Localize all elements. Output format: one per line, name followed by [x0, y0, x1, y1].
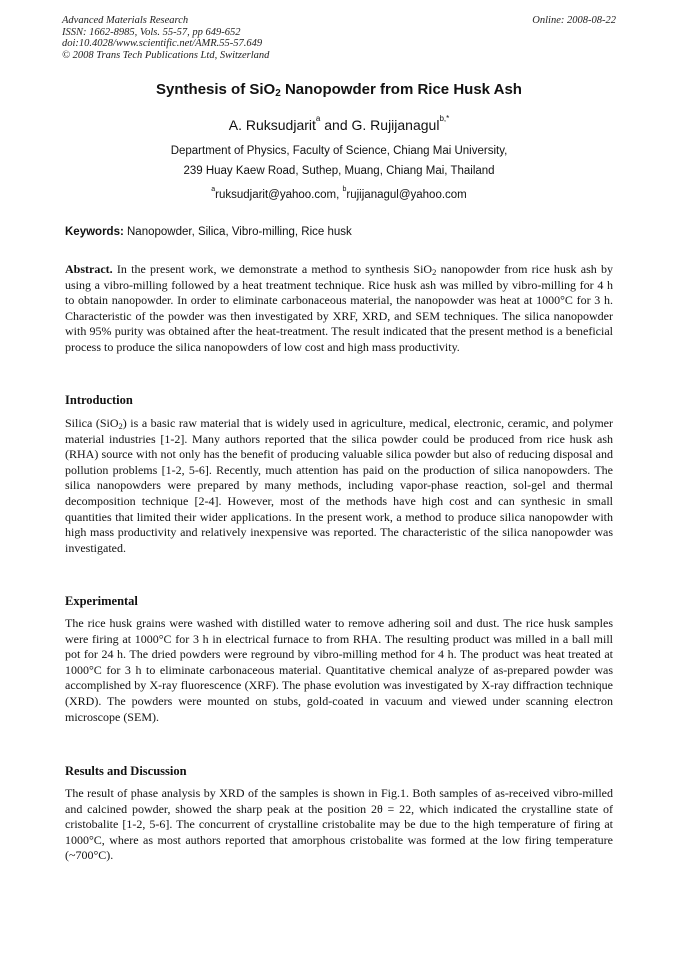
- abstract: [65, 262, 613, 356]
- journal-name: Advanced Materials Research: [62, 15, 189, 26]
- journal-copyright: © 2008 Trans Tech Publications Ltd, Switzerland: [62, 49, 270, 61]
- author-1-affil-mark: a: [315, 114, 321, 123]
- experimental-heading: Experimental: [65, 594, 138, 608]
- affiliation-line-1: Department of Physics, Faculty of Science, Chiang Mai University,: [170, 145, 508, 157]
- author-2-affil-mark: b,*: [439, 114, 450, 123]
- keywords-text: Nanopowder, Silica, Vibro-milling, Rice husk: [123, 226, 352, 238]
- title-pre: Synthesis of SiO: [156, 81, 276, 98]
- paper-title: [0, 81, 678, 98]
- keywords-label: Keywords:: [65, 226, 124, 238]
- affiliation-line-2: 239 Huay Kaew Road, Suthep, Muang, Chiang Mai, Thailand: [183, 165, 495, 177]
- introduction-heading: Introduction: [65, 393, 133, 407]
- journal-doi[interactable]: doi:10.4028/www.scientific.net/AMR.55-57.649: [62, 38, 263, 49]
- journal-issn: ISSN: 1662-8985, Vols. 55-57, pp 649-652: [62, 26, 241, 38]
- email-2[interactable]: rujijanagul@yahoo.com: [346, 189, 467, 201]
- introduction-body: [65, 416, 613, 556]
- abstract-label: Abstract.: [65, 262, 113, 276]
- email-mark-b: b: [342, 186, 347, 193]
- introduction-text-b: ) is a basic raw material that is widely used in agriculture, medical, electronic, ceramic, and polymer material industries [1-2]. Many authors reported that the silica powder could be produced from rice husk ash (RHA) source with not only has the benefit of producing valuable silica powder but also of reducing disposal and pollution problems [1-2, 5-6]. Recently, much attention has paid on the production of silica nanopowders. The silica nanopowders were prepared by many methods, including vapor-phase reaction, sol-gel and thermal decomposition technique [2-4]. However, most of the methods have high cost and can synthesic in small quantities that limited their wider applications. In the present work, a method to produce silica nanopowder with high mass productivity and relatively inexpensive was reported. The characteristic of the silica nanopowder was investigated.: [65, 416, 614, 555]
- results-heading: Results and Discussion: [65, 764, 187, 778]
- results-body: The result of phase analysis by XRD of the samples is shown in Fig.1. Both samples of as-received vibro-milled and calcined powder, showed the sharp peak at the position 2θ = 22, which indicated the crystalline state of cristobalite [1-2, 5-6]. The concurrent of crystalline cristobalite may be due to the high temperature of firing at 1000°C, where as most authors reported that amorphous cristobalite was formed at the low firing temperature (~700°C).: [65, 786, 613, 863]
- title-subscript: 2: [275, 88, 281, 99]
- abstract-subscript: 2: [432, 267, 437, 277]
- author-1: A. Ruksudjarit: [228, 117, 316, 133]
- author-emails: [0, 186, 678, 201]
- title-post: Nanopowder from Rice Husk Ash: [280, 81, 522, 98]
- journal-info: [62, 15, 269, 61]
- keywords: [65, 226, 352, 238]
- abstract-text-b: nanopowder from rice husk ash by using a vibro-milling followed by a heat treatment technique. Rice husk ash was milled by vibro-milling for 4 h to obtain nanopowder. In order to eliminate carbonaceous material, the nanopowder was heat at 1000°C for 3 h. Characteristic of the powder was then investigated by XRF, XRD, and SEM techniques. The silica nanopowder with 95% purity was obtained after the heat-treatment. The result indicated that the present method is a beneficial process to produce the silica nanopowders of low cost and high mass productivity.: [65, 262, 613, 354]
- authors-line: [0, 114, 678, 133]
- email-1[interactable]: ruksudjarit@yahoo.com,: [215, 189, 343, 201]
- online-date: Online: 2008-08-22: [532, 15, 616, 26]
- email-mark-a: a: [211, 186, 216, 193]
- experimental-body: The rice husk grains were washed with distilled water to remove adhering soil and dust. The rice husk samples were firing at 1000°C for 3 h in electrical furnace to from RHA. The resulting product was milled in a ball mill pot for 24 h. The dried powders were reground by vibro-milling method for 4 h. The product was heat treated at 1000°C for 3 h to eliminate carbonaceous material. Quantitative chemical analyze of as-prepared powder was accomplished by X-ray fluorescence (XRF). The phase evolution was investigated by X-ray diffraction technique (XRD). The powders were mounted on stubs, gold-coated in vacuum and viewed under scanning electron microscope (SEM).: [65, 616, 613, 724]
- author-2: and G. Rujijanagul: [320, 117, 440, 133]
- introduction-text-a: Silica (SiO: [65, 416, 119, 430]
- abstract-text-a: In the present work, we demonstrate a method to synthesis SiO: [112, 262, 433, 276]
- introduction-subscript: 2: [118, 421, 123, 431]
